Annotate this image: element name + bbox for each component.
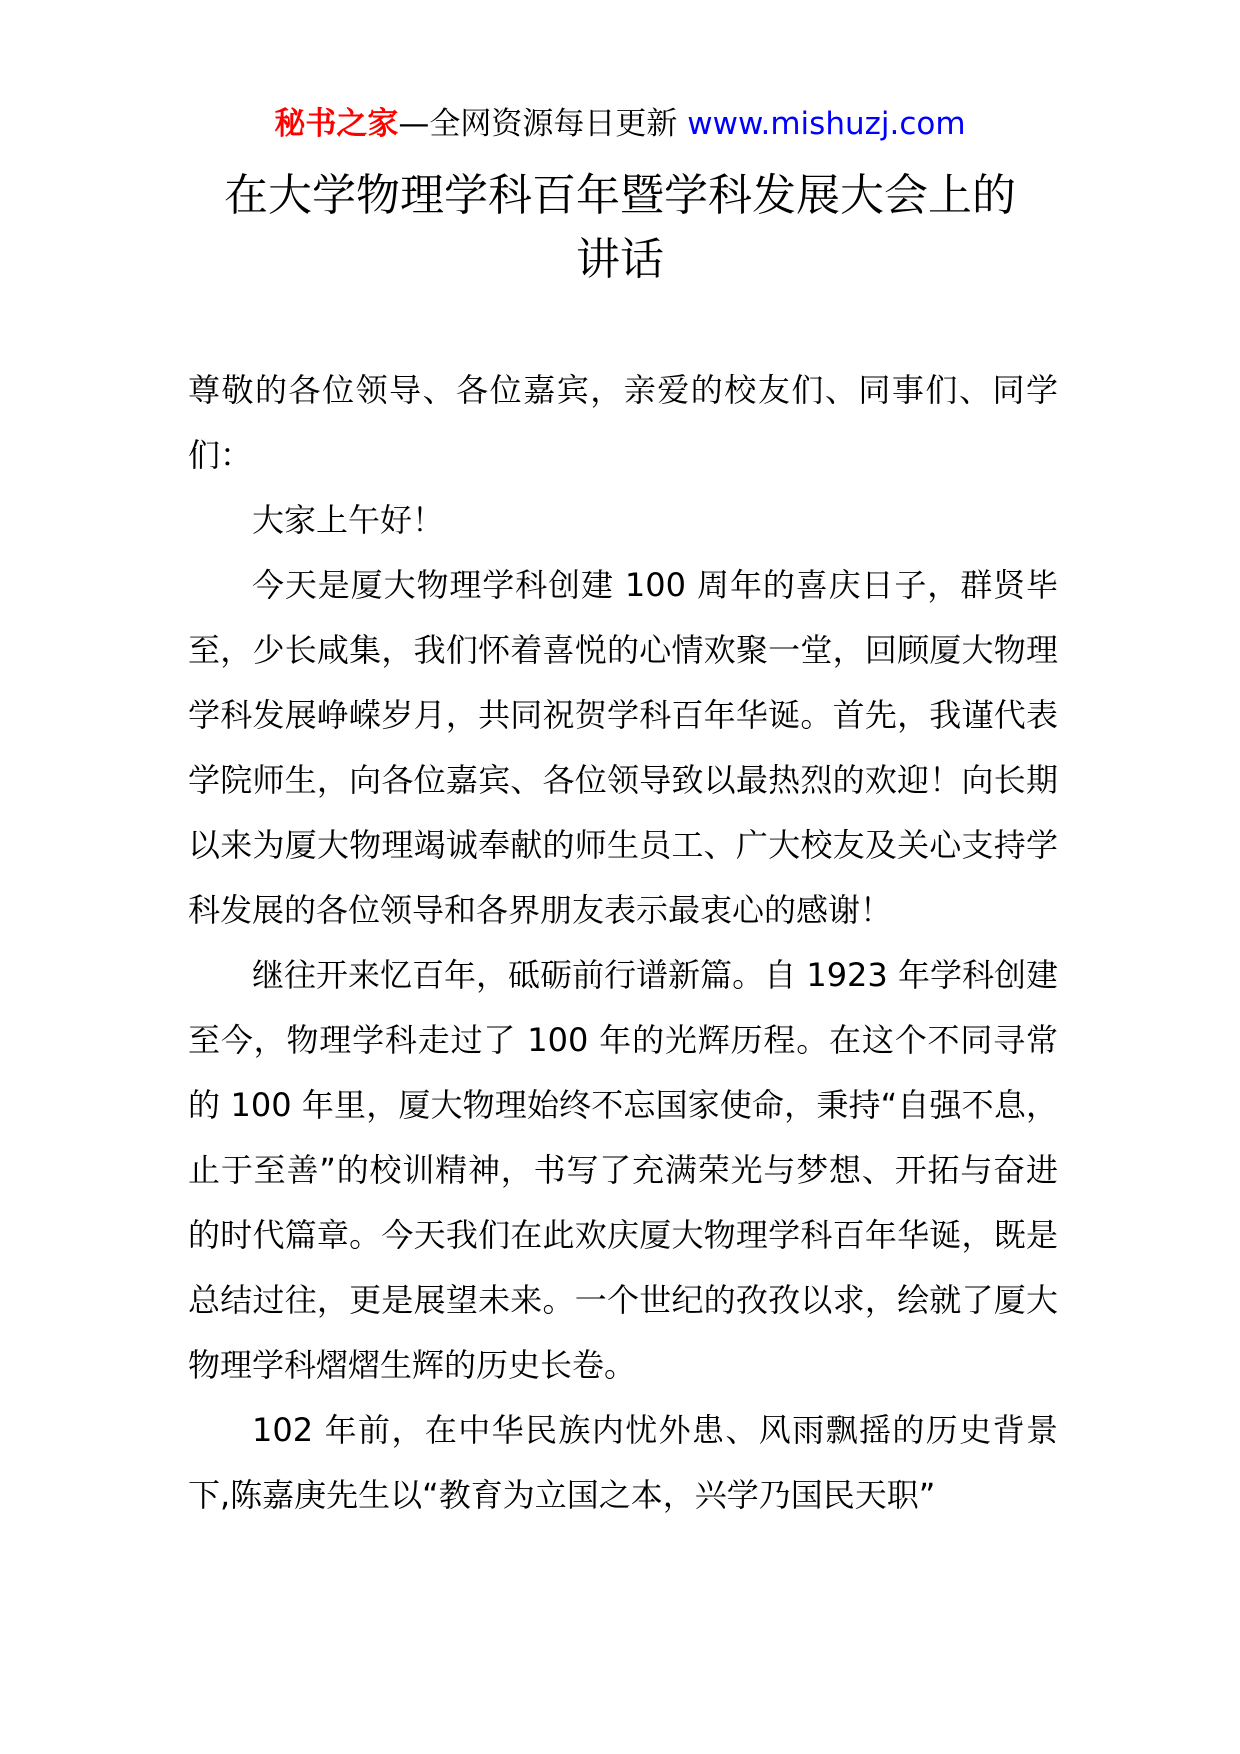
site-tagline: —全网资源每日更新 — [398, 106, 688, 142]
body-paragraph: 继往开来忆百年，砥砺前行谱新篇。自 1923 年学科创建至今，物理学科走过了 100 年的光辉历程。在这个不同寻常的 100 年里，厦大物理始终不忘国家使命，秉持“自强不息，止于至善”的校训精神，书写了充满荣光与梦想、开拓与奋进的时代篇章。今天我们在此欢庆厦大物理学科百年华诞，既是总结过往，更是展望未来。一个世纪的孜孜以求，绘就了厦大物理学科熠熠生辉的历史长卷。 — [188, 956, 1058, 1384]
title-line-1: 在大学物理学科百年暨学科发展大会上的 — [224, 170, 1016, 221]
site-brand: 秘书之家 — [274, 106, 399, 142]
site-url-link[interactable]: www.mishuzj.com — [687, 106, 966, 142]
greeting-paragraph: 大家上午好！ — [252, 501, 445, 539]
document-body — [188, 358, 1058, 1528]
salutation-paragraph: 尊敬的各位领导、各位嘉宾，亲爱的校友们、同事们、同学们： — [188, 371, 1058, 474]
site-header — [0, 104, 1240, 144]
document-title — [0, 164, 1240, 292]
title-line-2: 讲话 — [576, 234, 664, 285]
body-paragraph: 102 年前，在中华民族内忧外患、风雨飘摇的历史背景下,陈嘉庚先生以“教育为立国之本，兴学乃国民天职” — [188, 1411, 1058, 1514]
body-paragraph: 今天是厦大物理学科创建 100 周年的喜庆日子，群贤毕至，少长咸集，我们怀着喜悦的心情欢聚一堂，回顾厦大物理学科发展峥嵘岁月，共同祝贺学科百年华诞。首先，我谨代表学院师生，向各位嘉宾、各位领导致以最热烈的欢迎！向长期以来为厦大物理竭诚奉献的师生员工、广大校友及关心支持学科发展的各位领导和各界朋友表示最衷心的感谢！ — [188, 566, 1058, 929]
